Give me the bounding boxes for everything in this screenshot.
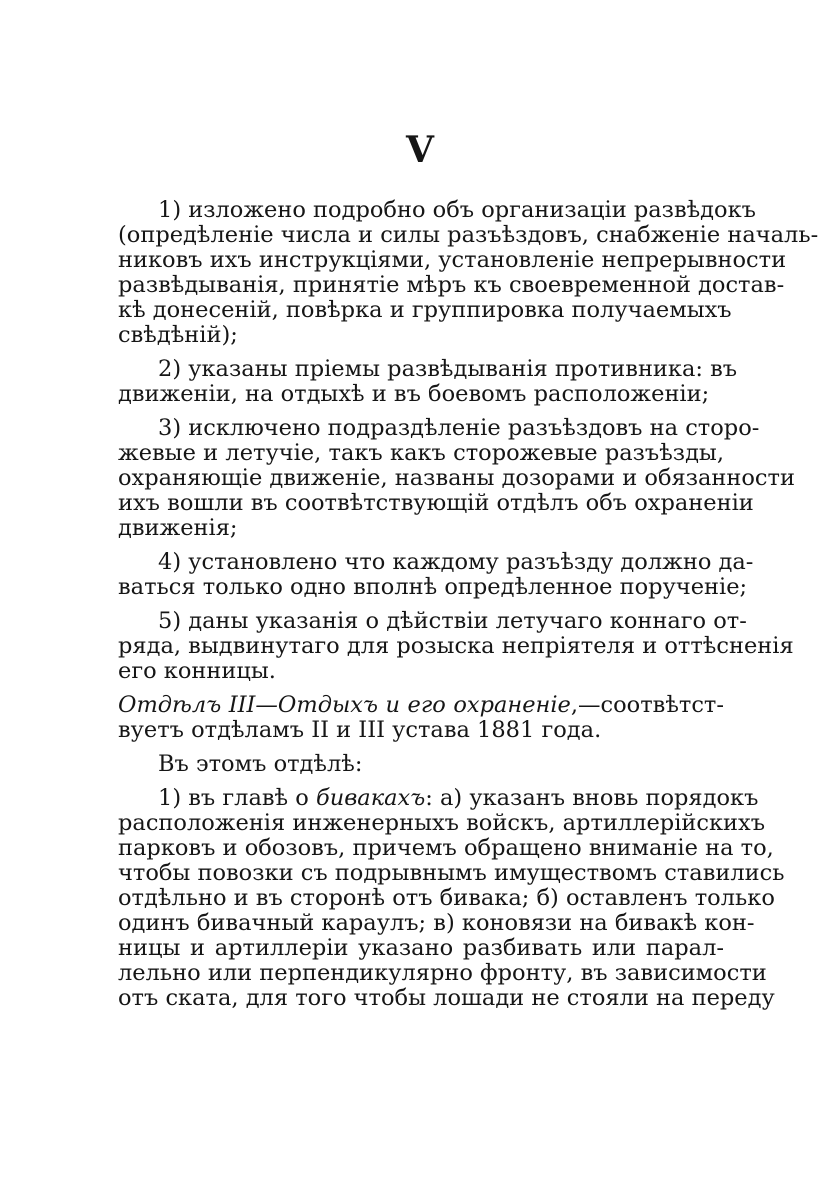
text-line: свѣдѣній); [118,322,238,348]
section-heading-title: Отдѣлъ III—Отдыхъ и его охраненіе [118,692,571,718]
section-heading-line [118,693,724,718]
text-line: никовъ ихъ инструкціями, установленіе непрерывности [118,247,787,273]
page-number: V [406,129,434,171]
text-line: одинъ бивачный караулъ; в) коновязи на бивакѣ кон- [118,910,755,936]
text-line: развѣдыванія, принятіе мѣръ къ своевременной достав- [118,272,785,298]
section-heading-paragraph [118,693,724,743]
text-line: охраняющіе движеніе, названы дозорами и обязанности [118,465,795,491]
paragraph-2 [118,356,738,407]
paragraph-3 [118,415,795,541]
text-line: ваться только одно вполнѣ опредѣленное порученіе; [118,574,748,600]
paragraph-4 [118,549,754,600]
text-line: движеніи, на отдыхѣ и въ боевомъ расположеніи; [118,381,710,407]
text-line: парковъ и обозовъ, причемъ обращено вниманіе на то, [118,835,774,861]
text-line: чтобы повозки съ подрывнымъ имуществомъ ставились [118,860,785,886]
intro-paragraph [118,752,724,777]
text-line: движенія; [118,515,238,541]
text-line: ихъ вошли въ соотвѣтствующій отдѣлъ объ охраненіи [118,490,754,516]
text-line: вуетъ отдѣламъ II и III устава 1881 года. [118,717,602,743]
body-text [118,197,819,1020]
text-line: 1) изложено подробно объ организаціи развѣдокъ [158,197,756,223]
paragraph-5 [118,608,794,684]
text-line: кѣ донесеній, повѣрка и группировка получаемыхъ [118,297,732,323]
paragraph-1 [118,197,819,348]
text-line: 5) даны указанія о дѣйствіи летучаго коннаго от- [158,608,747,634]
text-line: отдѣльно и въ сторонѣ отъ бивака; б) оставленъ только [118,885,775,911]
bivouac-prefix: 1) въ главѣ о [158,785,316,811]
text-line: его конницы. [118,658,276,684]
text-line: 3) исключено подраздѣленіе разъѣздовъ на сторо- [158,415,760,441]
paragraph-bivouac [118,785,785,1011]
text-line: (опредѣленіе числа и силы разъѣздовъ, снабженіе началь- [118,222,819,248]
text-line: 2) указаны пріемы развѣдыванія противника: въ [158,356,738,382]
text-line: расположенія инженерныхъ войскъ, артиллерійскихъ [118,810,766,836]
text-line: ницы и артиллеріи указано разбивать или парал- [118,935,724,961]
text-line [118,785,759,811]
text-line: 4) установлено что каждому разъѣзду должно да- [158,549,754,575]
bivouac-italic-word: бивакахъ [315,785,426,811]
text-line: ряда, выдвинутаго для розыска непріятеля и оттѣсненія [118,633,794,659]
text-line: жевые и летучіе, такъ какъ сторожевые разъѣзды, [118,440,724,466]
text-line: Въ этомъ отдѣлѣ: [158,751,363,777]
section-heading-rest: ,—соотвѣтст- [570,692,724,718]
bivouac-suffix: : а) указанъ вновь порядокъ [425,785,759,811]
text-line: отъ ската, для того чтобы лошади не стояли на переду [118,985,775,1011]
text-line: лельно или перпендикулярно фронту, въ зависимости [118,960,767,986]
